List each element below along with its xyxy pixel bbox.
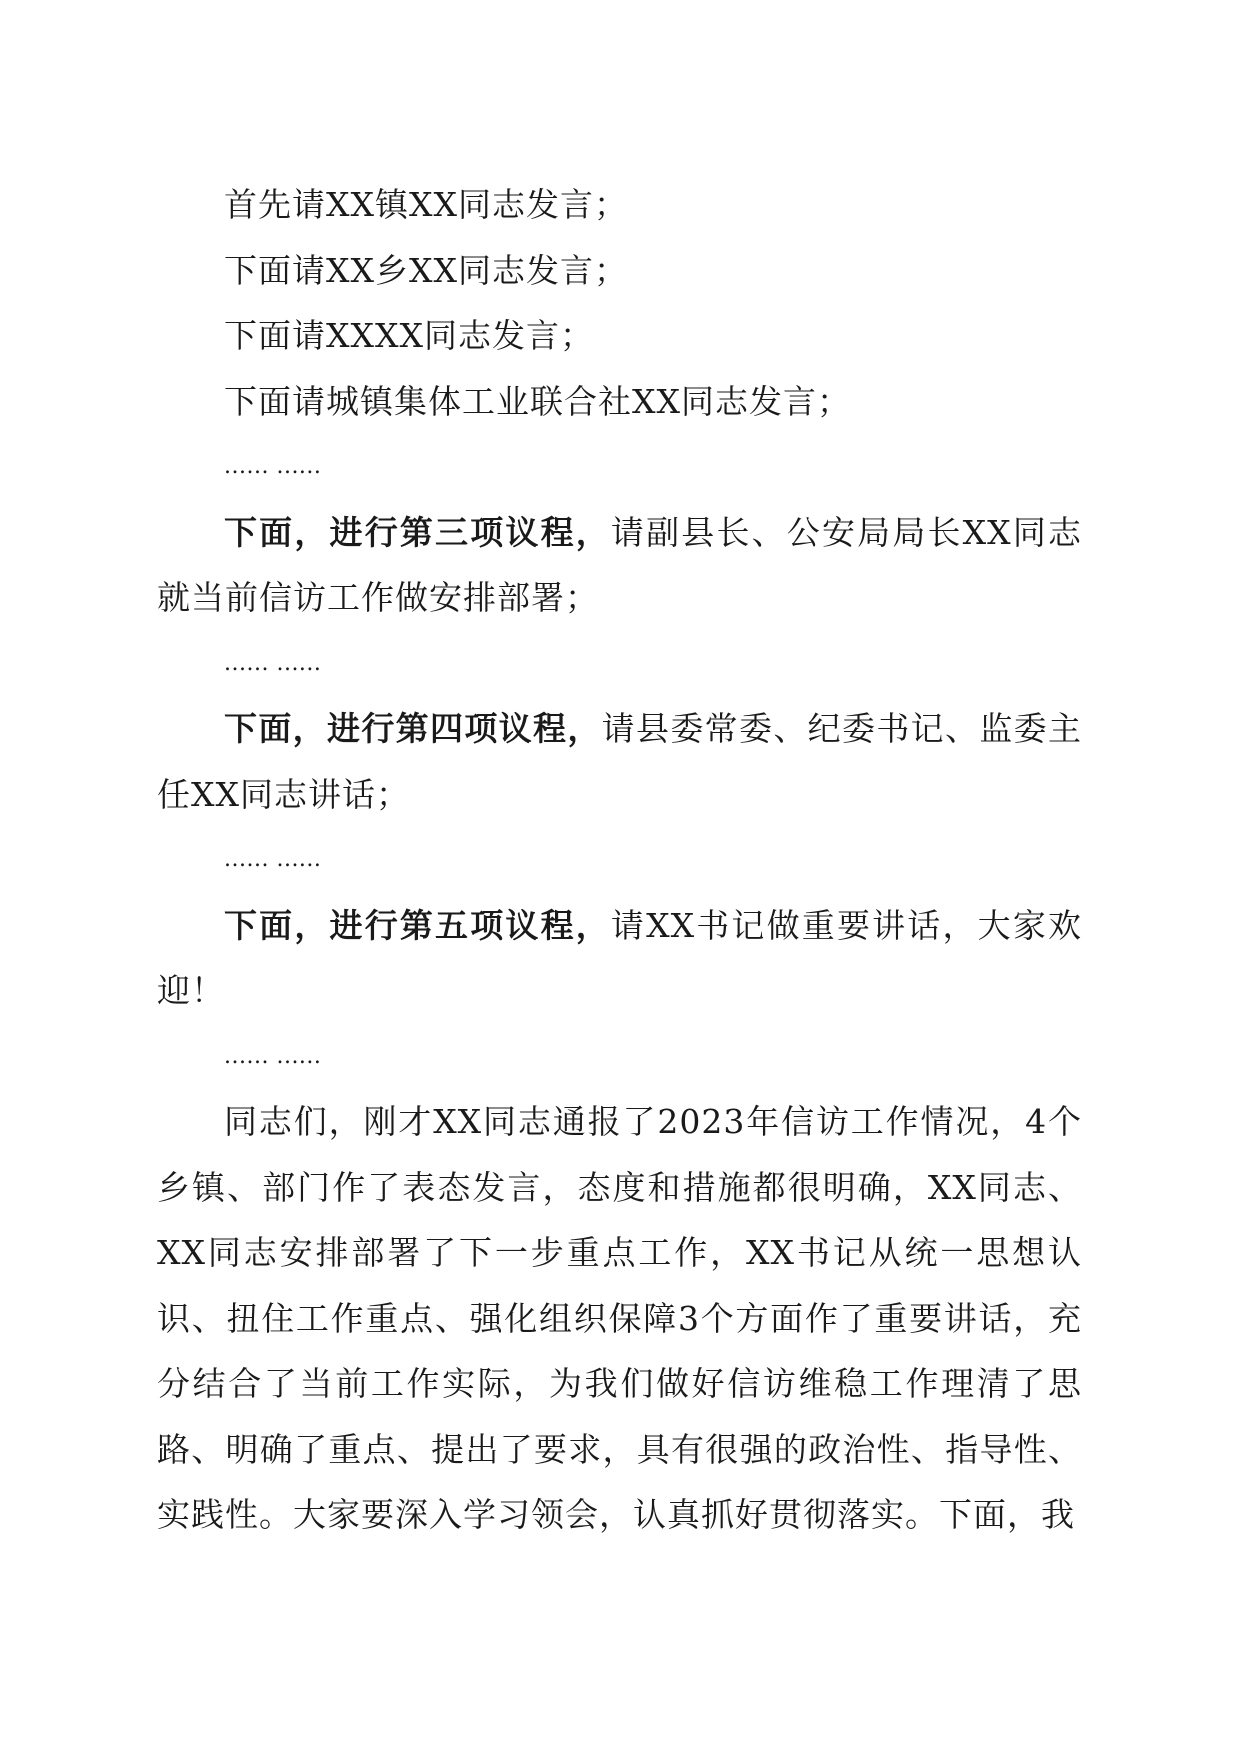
speaker-line: 下面请XXXX同志发言； [224,316,594,355]
agenda-lead: 下面，进行第四项议程， [224,709,602,748]
agenda-text: 请副县长、公安局局长XX同志就当前信访工作做安排部署； [157,512,1082,617]
agenda-item-3 [157,500,1082,631]
agenda-lead: 下面，进行第五项议程， [224,905,611,945]
agenda-text: 请县委常委、纪委书记、监委主任XX同志讲话； [157,709,1083,814]
document-body [157,172,1082,1548]
summary-paragraph: 同志们，刚才XX同志通报了2023年信访工作情况，4个乡镇、部门作了表态发言，态度和措施都很明确，XX同志、XX同志安排部署了下一步重点工作，XX书记从统一思想认识、扭住工作重点、强化组织保障3个方面作了重要讲话，充分结合了当前工作实际，为我们做好信访维稳工作理清了思路、明确了重点、提出了要求，具有很强的政治性、指导性、实践性。大家要深入学习领会，认真抓好贯彻落实。下面，我 [157,1102,1082,1534]
speaker-line: 首先请XX镇XX同志发言； [224,185,628,224]
agenda-item-4 [157,696,1082,827]
agenda-text: 请XX书记做重要讲话，大家欢迎！ [157,905,1082,1010]
ellipsis: ...... ...... [224,650,322,676]
agenda-item-5 [157,893,1082,1024]
ellipsis: ...... ...... [224,1043,322,1069]
speaker-line: 下面请城镇集体工业联合社XX同志发言； [224,381,851,421]
ellipsis: ...... ...... [224,454,322,479]
agenda-lead: 下面，进行第三项议程， [224,512,611,552]
speaker-line: 下面请XX乡XX同志发言； [224,250,628,290]
ellipsis: ...... ...... [224,847,322,872]
